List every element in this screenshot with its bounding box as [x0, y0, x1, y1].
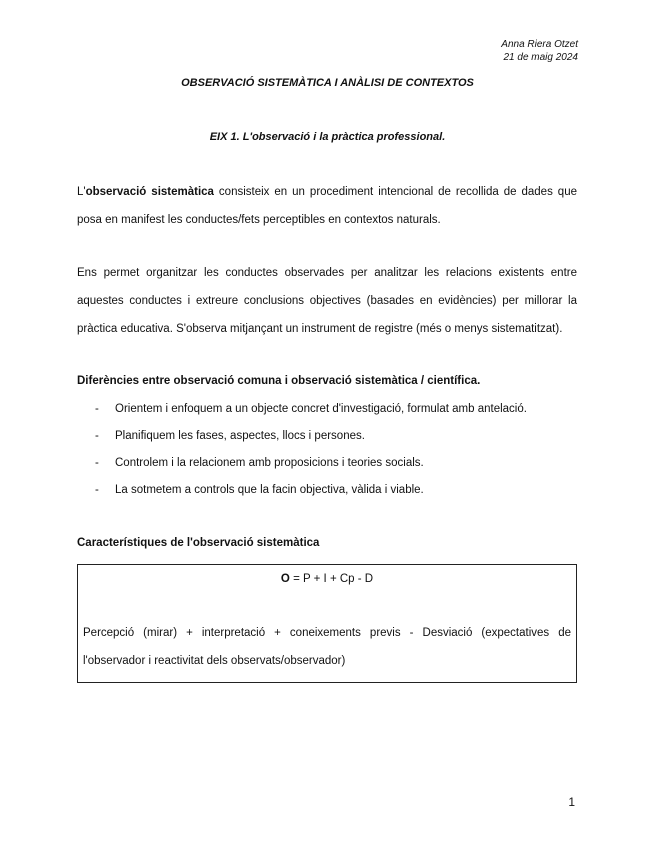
characteristics-heading: Característiques de l'observació sistemàtica	[77, 537, 320, 549]
purpose-paragraph: Ens permet organitzar les conductes observades per analitzar les relacions existents entre aquestes conductes i extreure conclusions objectives (basades en evidències) per millorar la pràctica educativa. S'observa mitjançant un instrument de registre (més o menys sistematitzat).	[77, 267, 577, 335]
formula-box	[77, 564, 577, 683]
page-number: 1	[568, 795, 575, 809]
formula	[78, 573, 576, 585]
definition-text: consisteix en un procediment intencional de recollida de dades que posa en manifest les conductes/fets perceptibles en contextos naturals.	[77, 186, 577, 226]
definition-paragraph	[77, 178, 577, 234]
list-item	[77, 479, 527, 506]
author-name: Anna Riera Otzet	[501, 39, 578, 50]
list-item-text: Controlem i la relacionem amb proposicions i teories socials.	[115, 457, 424, 469]
list-item	[77, 452, 527, 479]
definition-term: observació sistemàtica	[85, 186, 214, 198]
document-date: 21 de maig 2024	[503, 52, 578, 63]
formula-symbol: O	[280, 573, 290, 585]
dash-bullet: -	[95, 457, 99, 469]
formula-terms: = P + I + Cp - D	[289, 573, 374, 585]
differences-heading: Diferències entre observació comuna i observació sistemàtica / científica.	[77, 375, 481, 387]
dash-bullet: -	[95, 430, 99, 442]
differences-list	[77, 398, 527, 506]
dash-bullet: -	[95, 403, 99, 415]
list-item-text: Planifiquem les fases, aspectes, llocs i persones.	[115, 430, 365, 442]
section-axis-title: EIX 1. L'observació i la pràctica professional.	[209, 131, 446, 143]
document-header-meta	[501, 38, 578, 64]
list-item-text: Orientem i enfoquem a un objecte concret d'investigació, formulat amb antelació.	[115, 403, 527, 415]
list-item	[77, 398, 527, 425]
list-item	[77, 425, 527, 452]
formula-explanation: Percepció (mirar) + interpretació + coneixements previs - Desviació (expectatives de l'observador i reactivitat dels observats/observador)	[83, 627, 571, 667]
dash-bullet: -	[95, 484, 99, 496]
document-title: OBSERVACIÓ SISTEMÀTICA I ANÀLISI DE CONTEXTOS	[181, 77, 474, 89]
list-item-text: La sotmetem a controls que la facin objectiva, vàlida i viable.	[115, 484, 424, 496]
definition-prefix: L'	[77, 186, 86, 198]
